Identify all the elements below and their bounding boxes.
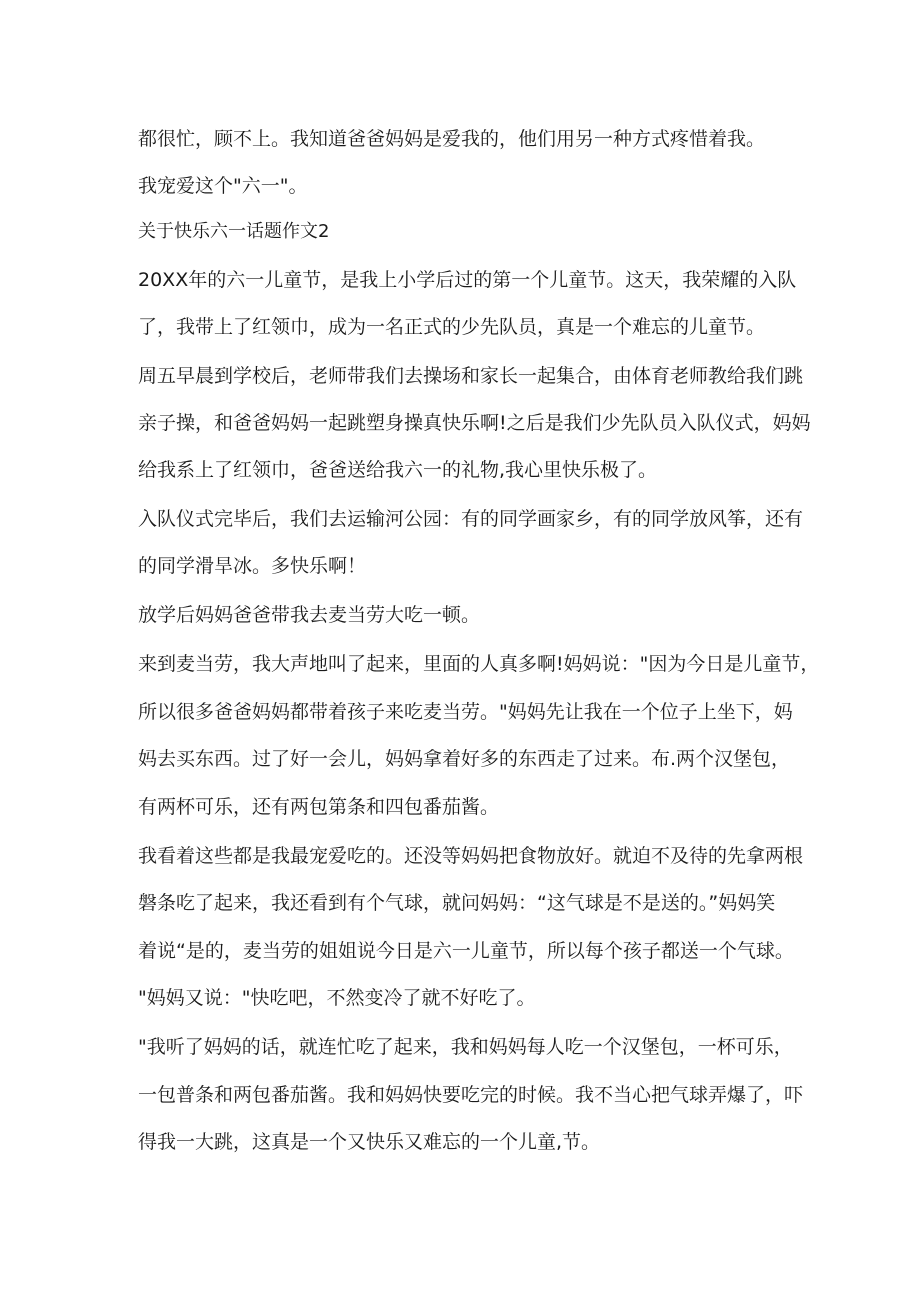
text-line: 妈去买东西。过了好一会儿，妈妈拿着好多的东西走了过来。布.两个汉堡包， <box>138 748 791 770</box>
text-line: "妈妈又说："快吃吧，不然变冷了就不好吃了。 <box>138 987 536 1009</box>
text-line: 有两杯可乐，还有两包第条和四包番茄酱。 <box>138 796 500 818</box>
text-line: 都很忙，顾不上。我知道爸爸妈妈是爱我的，他们用另一种方式疼惜着我。 <box>138 128 766 150</box>
text-line: 磐条吃了起来，我还看到有个气球，就问妈妈：“这气球是不是送的。”妈妈笑 <box>138 892 776 914</box>
text-line: 我看着这些都是我最宠爱吃的。还没等妈妈把食物放好。就迫不及待的先拿两根 <box>138 845 804 867</box>
text-line: "我听了妈妈的话，就连忙吃了起来，我和妈妈每人吃一个汉堡包，一杯可乐， <box>138 1036 793 1058</box>
text-line: 来到麦当劳，我大声地叫了起来，里面的人真多啊!妈妈说："因为今日是儿童节， <box>138 653 820 675</box>
text-line: 周五早晨到学校后，老师带我们去操场和家长一起集合，由体育老师教给我们跳 <box>138 365 804 387</box>
text-line: 给我系上了红领巾，爸爸送给我六一的礼物,我心里快乐极了。 <box>138 459 658 481</box>
text-line: 一包普条和两包番茄酱。我和妈妈快要吃完的时候。我不当心把气球弄爆了，吓 <box>138 1084 804 1106</box>
text-line: 着说“是的，麦当劳的姐姐说今日是六一儿童节，所以每个孩子都送一个气球。 <box>138 940 794 962</box>
text-line: 入队仪式完毕后，我们去运输河公园：有的同学画家乡，有的同学放风筝，还有 <box>138 508 804 530</box>
section-heading: 关于快乐六一话题作文2 <box>138 221 330 242</box>
text-line: 得我一大跳，这真是一个又快乐又难忘的一个儿童,节。 <box>138 1131 601 1153</box>
text-line: 的同学滑旱冰。多快乐啊！ <box>138 555 367 577</box>
text-line: 所以很多爸爸妈妈都带着孩子来吃麦当劳。"妈妈先让我在一个位子上坐下，妈 <box>138 701 793 723</box>
text-line: 了，我带上了红领巾，成为一名正式的少先队员，真是一个难忘的儿童节。 <box>138 316 766 338</box>
text-line: 20XX年的六一儿童节，是我上小学后过的第一个儿童节。这天，我荣耀的入队 <box>138 269 797 291</box>
text-line: 亲子操，和爸爸妈妈一起跳塑身操真快乐啊!之后是我们少先队员入队仪式，妈妈 <box>138 412 811 434</box>
text-line: 我宠爱这个"六一"。 <box>138 175 308 197</box>
text-line: 放学后妈妈爸爸带我去麦当劳大吃一顿。 <box>138 604 481 626</box>
